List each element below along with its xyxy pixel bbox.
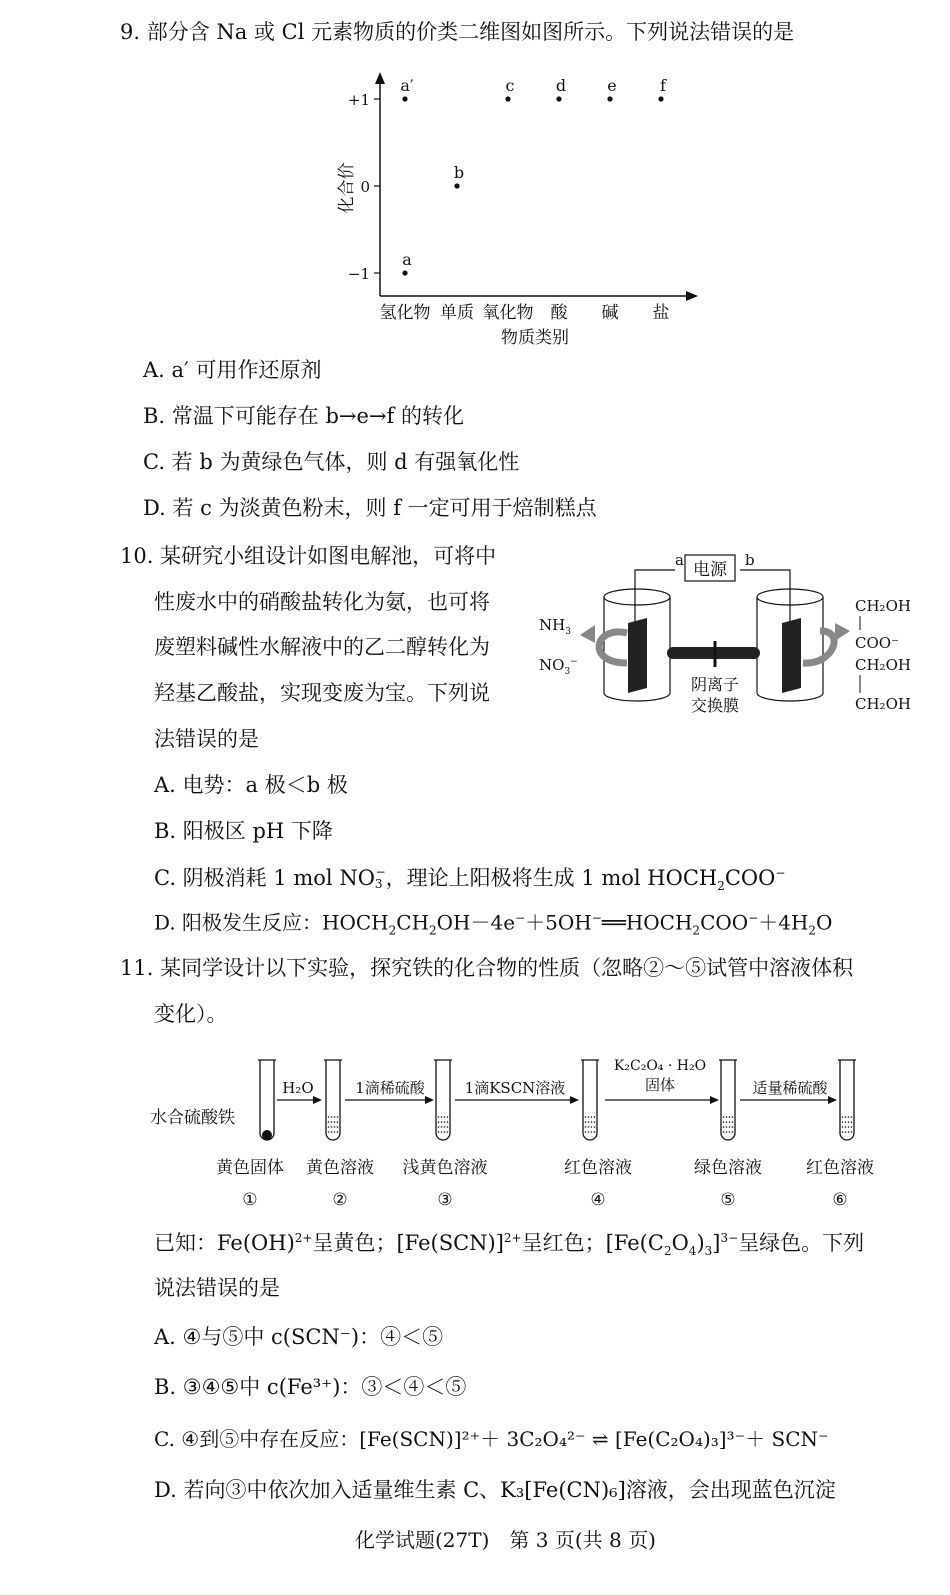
- q11-option-a: A. ④与⑤中 c(SCN⁻)：④＜⑤: [154, 1325, 444, 1349]
- tube-number: ⑥: [832, 1190, 848, 1210]
- q11-option-d: D. 若向③中依次加入适量维生素 C、K₃[Fe(CN)₆]溶液，会出现蓝色沉淀: [154, 1478, 836, 1502]
- arrow-label-2: 1滴稀硫酸: [355, 1079, 425, 1097]
- product-coo: COO⁻: [855, 634, 899, 652]
- point-a′: [402, 96, 407, 101]
- point-b: [454, 183, 459, 188]
- point-e: [607, 96, 612, 101]
- q10-option-d: D. 阳极发生反应：$HOCH_2CH_2OH-4e^-+5OH^-══HOCH_2COO^-+4H_2O$: [154, 910, 833, 938]
- point-label: e: [607, 76, 617, 95]
- test-tube: [581, 1060, 599, 1140]
- test-tube: [838, 1060, 856, 1140]
- y-tick-label: +1: [347, 91, 370, 109]
- reactant-ch2oh-2: CH₂OH: [855, 695, 911, 713]
- point-c: [505, 96, 510, 101]
- page-footer: 化学试题(27T) 第 3 页(共 8 页): [355, 1528, 656, 1552]
- x-category-label: 氢化物: [379, 303, 431, 323]
- power-label: 电源: [693, 560, 727, 580]
- tube-color-label: 绿色溶液: [694, 1158, 762, 1178]
- membrane-label-2: 交换膜: [690, 696, 740, 715]
- data-points: [400, 76, 667, 276]
- q11-stem-1: 11. 某同学设计以下实验，探究铁的化合物的性质（忽略②～⑤试管中溶液体积: [120, 956, 854, 980]
- point-label: c: [505, 76, 515, 95]
- arrow-label-4b: 固体: [644, 1076, 676, 1094]
- product-ch2oh: CH₂OH: [855, 597, 911, 615]
- q10-option-c: C. 阴极消耗 1 mol $NO_3^-$，理论上阳极将生成 1 mol $HOCH_2COO^-$: [154, 865, 786, 894]
- left-curved-arrow: [599, 632, 627, 663]
- point-label: d: [555, 76, 567, 95]
- q11-option-c: C. ④到⑤中存在反应：[Fe(SCN)]²⁺＋ 3C₂O₄²⁻ ⇌ [Fe(C₂O₄)₃]³⁻＋ SCN⁻: [154, 1427, 829, 1451]
- electrolysis-cell-diagram: [535, 545, 930, 725]
- nh3-label: $NH_3$: [539, 616, 571, 637]
- y-axis-arrow: [375, 72, 385, 84]
- point-a: [402, 270, 407, 275]
- tube-number: ③: [437, 1190, 453, 1210]
- no3-label: $NO_3^-$: [539, 656, 578, 677]
- y-axis-label: 化合价: [337, 162, 357, 214]
- cathode: [628, 618, 647, 693]
- right-curved-arrow: [803, 631, 834, 663]
- q10-stem-1: 10. 某研究小组设计如图电解池，可将中: [120, 544, 497, 568]
- arrow-label-1: H₂O: [282, 1079, 314, 1097]
- experiment-flow-diagram: [150, 1045, 890, 1215]
- valence-chart: [330, 70, 710, 350]
- x-category-label: 酸: [550, 303, 568, 323]
- arrow-label-4a: K₂C₂O₄ · H₂O: [613, 1058, 707, 1074]
- q10-stem-3: 废塑料碱性水解液中的乙二醇转化为: [154, 635, 490, 659]
- x-category-label: 碱: [601, 303, 619, 323]
- q9-option-d: D. 若 c 为淡黄色粉末，则 f 一定可用于焙制糕点: [143, 496, 597, 520]
- point-label: b: [453, 163, 465, 182]
- point-d: [556, 96, 561, 101]
- q9-stem: 9. 部分含 Na 或 Cl 元素物质的价类二维图如图所示。下列说法错误的是: [120, 20, 795, 44]
- q10-stem-2: 性废水中的硝酸盐转化为氨，也可将: [154, 590, 490, 614]
- membrane-label-1: 阴离子: [690, 675, 740, 694]
- anode: [782, 618, 801, 693]
- point-label: a: [402, 250, 412, 269]
- reagent-label: 水合硫酸铁: [150, 1108, 235, 1128]
- q9-option-c: C. 若 b 为黄绿色气体，则 d 有强氧化性: [143, 450, 520, 474]
- terminal-a: a: [675, 551, 684, 569]
- test-tube: [719, 1060, 737, 1140]
- tube-color-label: 红色溶液: [806, 1158, 874, 1178]
- point-label: a′: [400, 76, 414, 95]
- x-axis-arrow: [686, 291, 698, 301]
- q9-option-b: B. 常温下可能存在 b→e→f 的转化: [143, 404, 464, 428]
- tube-color-label: 黄色固体: [216, 1158, 284, 1178]
- tube-number: ②: [332, 1190, 348, 1210]
- tube-color-label: 红色溶液: [564, 1158, 632, 1178]
- q10-stem-4: 羟基乙酸盐，实现变废为宝。下列说: [154, 681, 490, 705]
- q11-option-b: B. ③④⑤中 c(Fe³⁺)：③＜④＜⑤: [154, 1375, 467, 1399]
- point-f: [658, 96, 663, 101]
- tube-number: ①: [242, 1190, 258, 1210]
- x-category-label: 盐: [652, 303, 670, 323]
- tube-labels: [216, 1158, 874, 1210]
- x-axis-label: 物质类别: [501, 328, 569, 348]
- x-category-label: 氧化物: [482, 303, 534, 323]
- tube-number: ④: [590, 1190, 606, 1210]
- x-categories: [380, 303, 670, 323]
- q10-stem-5: 法错误的是: [154, 727, 259, 751]
- reactant-ch2oh-1: CH₂OH: [855, 656, 911, 674]
- x-category-label: 单质: [440, 303, 474, 323]
- y-tick-label: 0: [360, 178, 370, 196]
- test-tube: [258, 1060, 276, 1140]
- point-label: f: [660, 76, 666, 95]
- terminal-b: b: [745, 551, 755, 569]
- q9-option-a: A. a′ 可用作还原剂: [143, 358, 322, 382]
- q11-known-line1: 已知：Fe(OH)$^{2+}$呈黄色；$[Fe(SCN)]^{2+}$呈红色；$[Fe(C_2O_4)_3]^{3-}$呈绿色。下列: [154, 1231, 865, 1259]
- test-tube: [434, 1060, 452, 1140]
- tube-color-label: 浅黄色溶液: [402, 1158, 488, 1178]
- tube-color-label: 黄色溶液: [306, 1158, 374, 1178]
- q10-option-b: B. 阳极区 pH 下降: [154, 819, 333, 843]
- q10-option-a: A. 电势：a 极＜b 极: [154, 773, 348, 797]
- arrow-label-5: 适量稀硫酸: [752, 1079, 828, 1097]
- test-tube: [324, 1060, 342, 1140]
- y-tick-label: −1: [347, 265, 370, 283]
- tube-number: ⑤: [720, 1190, 736, 1210]
- arrow-label-3: 1滴KSCN溶液: [464, 1079, 566, 1097]
- q11-known-line2: 说法错误的是: [154, 1276, 280, 1300]
- q11-stem-2: 变化）。: [154, 1002, 228, 1026]
